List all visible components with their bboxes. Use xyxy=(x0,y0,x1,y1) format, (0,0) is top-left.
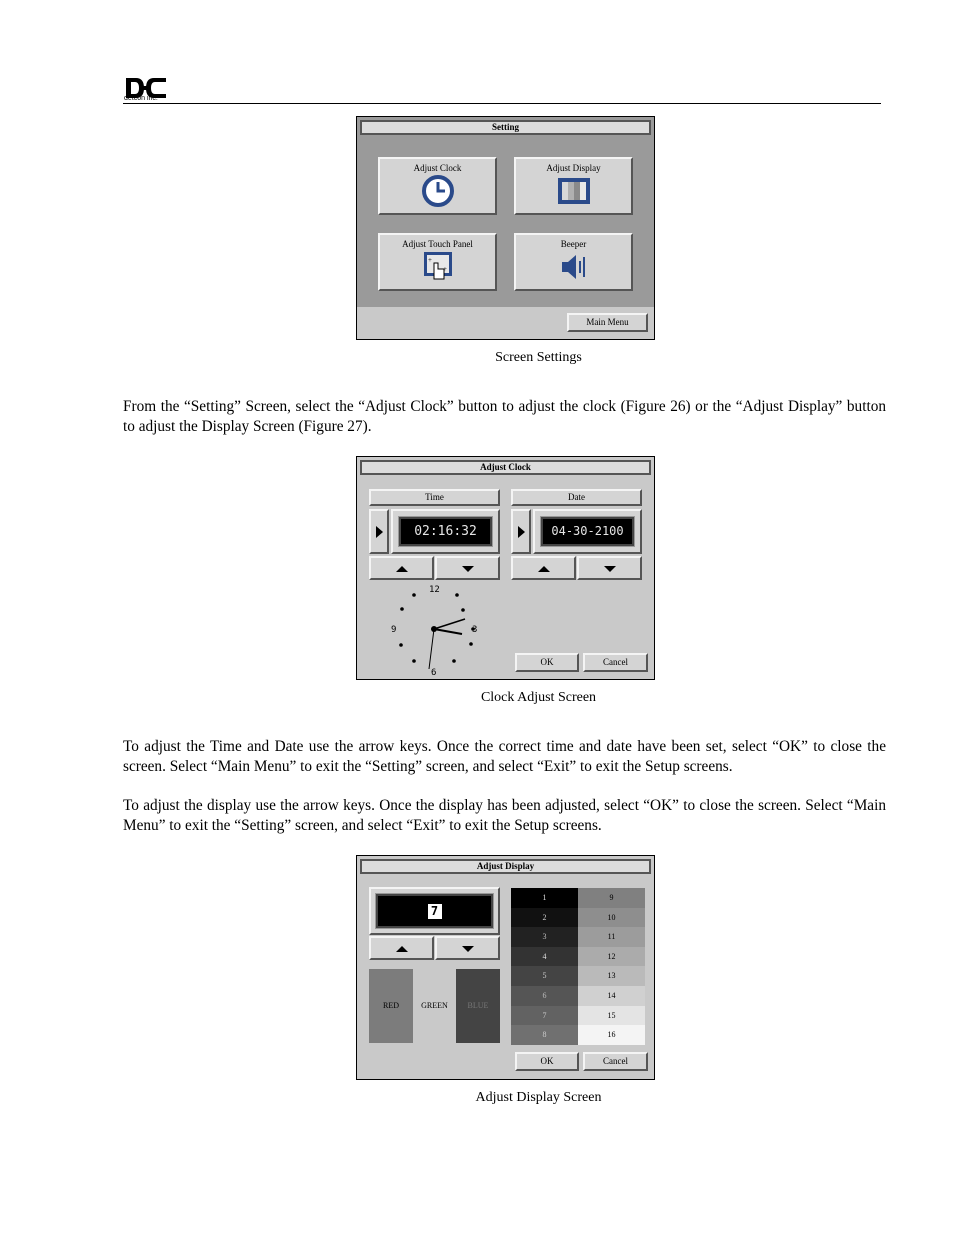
clock-number-6: 6 xyxy=(431,668,437,677)
beeper-button[interactable] xyxy=(514,233,633,291)
adjust-display-title: Adjust Display xyxy=(360,859,651,874)
date-label: Date xyxy=(568,492,585,502)
display-cancel-label: Cancel xyxy=(603,1056,628,1066)
main-menu-button[interactable] xyxy=(567,313,648,332)
time-down-button[interactable] xyxy=(435,556,500,580)
display-up-button[interactable] xyxy=(369,936,434,960)
header-rule xyxy=(123,103,881,104)
display-value-frame xyxy=(369,887,500,935)
paragraph-display: To adjust the display use the arrow keys. Once the display has been adjusted, select “OK” to close the screen. Select “Main Menu” to exit the “Setting” screen, and select “Exit” to exit the Setup screens. xyxy=(123,797,886,834)
adjust-display-label: Adjust Display xyxy=(546,163,601,173)
date-display: 04-30-2100 xyxy=(541,517,634,546)
gray-level-1-label: 1 xyxy=(542,893,547,902)
adjust-clock-title: Adjust Clock xyxy=(360,460,651,475)
display-ok-label: OK xyxy=(540,1056,554,1066)
date-down-button[interactable] xyxy=(577,556,642,580)
date-label-bar xyxy=(511,489,642,506)
gray-level-14[interactable] xyxy=(578,986,645,1006)
down-arrow-icon xyxy=(603,564,617,574)
gray-level-2[interactable] xyxy=(511,908,578,928)
gray-level-8[interactable] xyxy=(511,1025,578,1045)
display-cancel-button[interactable] xyxy=(583,1052,648,1071)
clock-ok-label: OK xyxy=(540,657,554,667)
blue-swatch[interactable] xyxy=(456,969,500,1043)
adjust-clock-button[interactable] xyxy=(378,157,497,215)
gray-level-16[interactable] xyxy=(578,1025,645,1045)
adjust-touch-panel-label: Adjust Touch Panel xyxy=(402,239,473,249)
down-arrow-icon xyxy=(461,944,475,954)
gray-level-3[interactable] xyxy=(511,927,578,947)
gray-level-2-label: 2 xyxy=(542,912,547,922)
gray-level-5-label: 5 xyxy=(542,971,547,981)
date-display-frame xyxy=(533,509,642,554)
clock-number-9: 9 xyxy=(391,625,397,635)
adjust-clock-label: Adjust Clock xyxy=(413,163,462,173)
gray-level-12-label: 12 xyxy=(607,951,616,961)
date-up-button[interactable] xyxy=(511,556,576,580)
gray-level-15-label: 15 xyxy=(607,1010,616,1020)
gray-level-4[interactable] xyxy=(511,947,578,967)
adjust-touch-panel-button[interactable] xyxy=(378,233,497,291)
gray-level-12[interactable] xyxy=(578,947,645,967)
gray-level-8-label: 8 xyxy=(542,1030,547,1040)
time-label: Time xyxy=(425,492,444,502)
down-arrow-icon xyxy=(461,564,475,574)
touch-icon xyxy=(420,249,456,285)
main-menu-label: Main Menu xyxy=(586,317,629,327)
setting-screen xyxy=(356,116,655,340)
right-arrow-icon xyxy=(374,525,384,539)
gray-level-13[interactable] xyxy=(578,966,645,986)
analog-clock xyxy=(387,581,487,677)
grayscale-grid xyxy=(511,888,645,1045)
gray-level-15[interactable] xyxy=(578,1006,645,1026)
adjust-display-button[interactable] xyxy=(514,157,633,215)
logo-text: detcon inc. xyxy=(124,95,158,102)
gray-level-16-label: 16 xyxy=(607,1030,616,1040)
display-down-button[interactable] xyxy=(435,936,500,960)
time-display-frame xyxy=(391,509,500,554)
gray-level-10[interactable] xyxy=(578,908,645,928)
gray-level-14-label: 14 xyxy=(607,991,616,1000)
up-arrow-icon xyxy=(537,564,551,574)
display-value-lcd xyxy=(376,894,493,928)
blue-label: BLUE xyxy=(467,1001,489,1010)
time-up-button[interactable] xyxy=(369,556,434,580)
red-label: RED xyxy=(383,1001,399,1010)
gray-level-11-label: 11 xyxy=(607,932,616,942)
adjust-display-screen xyxy=(356,855,655,1080)
gray-level-7-label: 7 xyxy=(542,1010,547,1020)
gray-level-6-label: 6 xyxy=(542,991,547,1000)
gray-level-11[interactable] xyxy=(578,927,645,947)
up-arrow-icon xyxy=(395,944,409,954)
setting-title: Setting xyxy=(360,120,651,135)
paragraph-setting: From the “Setting” Screen, select the “Adjust Clock” button to adjust the clock (Figure 26) or the “Adjust Display” button to adjust the Display Screen (Figure 27). xyxy=(123,398,886,435)
adjust-clock-screen xyxy=(356,456,655,680)
clock-icon xyxy=(420,174,456,208)
clock-ok-button[interactable] xyxy=(515,653,579,672)
gray-level-13-label: 13 xyxy=(607,971,616,981)
gray-level-5[interactable] xyxy=(511,966,578,986)
gray-level-7[interactable] xyxy=(511,1006,578,1026)
svg-text:+: + xyxy=(442,265,447,273)
caption-screen-settings: Screen Settings xyxy=(495,350,582,365)
right-arrow-icon xyxy=(516,525,526,539)
beeper-label: Beeper xyxy=(560,239,587,249)
caption-clock-adjust: Clock Adjust Screen xyxy=(480,690,597,705)
green-swatch[interactable] xyxy=(413,969,456,1043)
time-cursor-button[interactable] xyxy=(369,509,389,554)
gray-level-10-label: 10 xyxy=(607,912,616,922)
display-icon xyxy=(556,176,592,206)
up-arrow-icon xyxy=(395,564,409,574)
display-ok-button[interactable] xyxy=(515,1052,579,1071)
gray-level-1[interactable] xyxy=(511,888,578,908)
display-value: 7 xyxy=(428,904,442,919)
clock-cancel-label: Cancel xyxy=(603,657,628,667)
red-swatch[interactable] xyxy=(369,969,413,1043)
svg-text:+: + xyxy=(427,256,432,264)
clock-cancel-button[interactable] xyxy=(583,653,648,672)
time-label-bar xyxy=(369,489,500,506)
gray-level-4-label: 4 xyxy=(542,951,547,961)
gray-level-6[interactable] xyxy=(511,986,578,1006)
green-label: GREEN xyxy=(421,1001,448,1010)
date-cursor-button[interactable] xyxy=(511,509,531,554)
time-display: 02:16:32 xyxy=(399,517,492,546)
gray-level-9[interactable] xyxy=(578,888,645,908)
caption-adjust-display: Adjust Display Screen xyxy=(475,1090,602,1105)
paragraph-time-date: To adjust the Time and Date use the arrow keys. Once the correct time and date have been set, select “OK” to close the screen. Select “Main Menu” to exit the “Setting” screen, and select “Exit” to exit the Setup screens. xyxy=(123,738,886,775)
gray-level-3-label: 3 xyxy=(542,932,547,942)
clock-number-12: 12 xyxy=(429,585,440,595)
gray-level-9-label: 9 xyxy=(609,893,614,902)
speaker-icon xyxy=(556,251,592,283)
clock-number-3: 3 xyxy=(472,625,478,635)
